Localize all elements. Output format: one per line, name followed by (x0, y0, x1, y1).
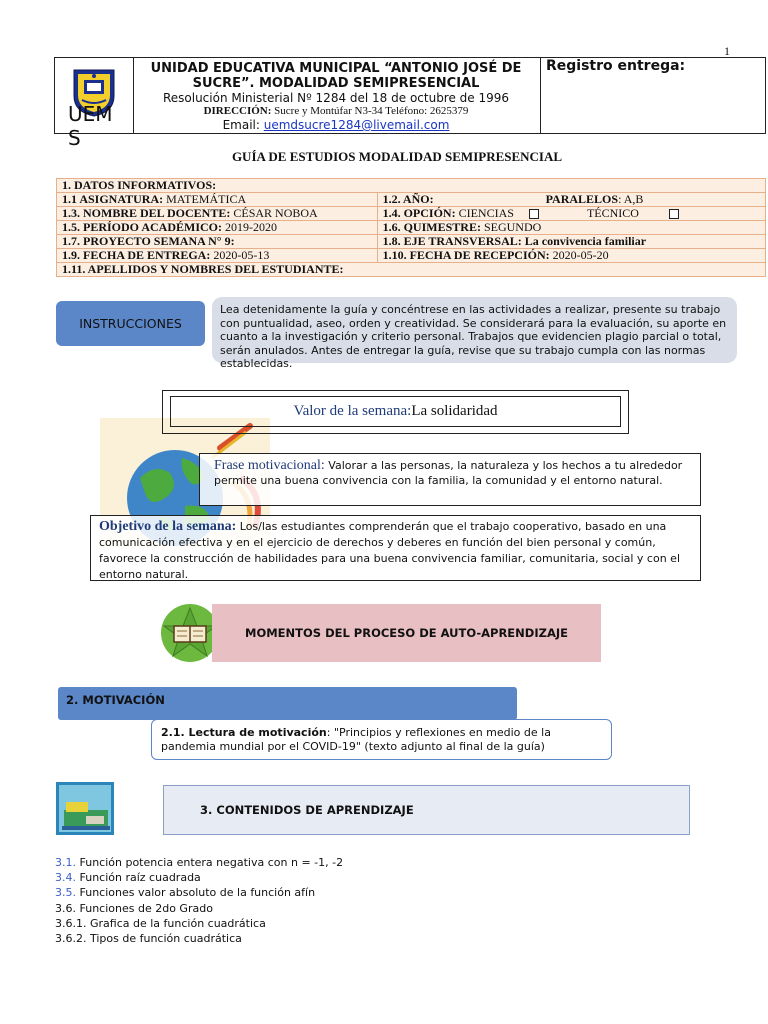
motivacion-header: 2. MOTIVACIÓN (58, 687, 517, 720)
address-label: DIRECCIÓN: (203, 105, 272, 117)
cell-label: 1.5. PERÍODO ACADÉMICO: (62, 220, 223, 234)
lectura-motivacion (151, 719, 612, 760)
option-tecnico: TÉCNICO (586, 206, 639, 220)
table-cell (57, 207, 378, 221)
table-cell (377, 207, 765, 221)
table-row (57, 249, 766, 263)
registro-entrega: Registro entrega: (546, 58, 686, 74)
cell-value: : A,B (618, 192, 644, 206)
logo-text: UEM S (68, 102, 113, 150)
frase-text: Valorar a las personas, la naturaleza y los hechos a tu alrededor permite una buena convivencia con la familia, la comunidad y el entorno natural. (214, 459, 683, 487)
datos-informativos-table (56, 178, 766, 277)
cell-label: 1.10. FECHA DE RECEPCIÓN: (382, 248, 550, 262)
table-cell (377, 193, 765, 207)
objetivo-label: Objetivo de la semana: (99, 519, 237, 534)
frase-motivacional (199, 453, 701, 506)
list-item (55, 855, 343, 870)
cell-label: 1.3. NOMBRE DEL DOCENTE: (62, 206, 231, 220)
item-text: Función potencia entera negativa con n = -1, -2 (76, 856, 344, 869)
table-row (57, 193, 766, 207)
item-text: Funciones de 2do Grado (76, 901, 213, 915)
list-item (55, 916, 343, 931)
item-number: 3.4. (55, 871, 76, 885)
table-cell (377, 249, 765, 263)
school-info (134, 61, 538, 132)
cell-value: CÉSAR NOBOA (233, 206, 318, 220)
school-name: UNIDAD EDUCATIVA MUNICIPAL “ANTONIO JOSÉ DE SUCRE”. MODALIDAD SEMIPRESENCIAL (150, 61, 522, 91)
cell-value: 2020-05-20 (552, 248, 609, 262)
list-item (55, 931, 343, 946)
option-ciencias: CIENCIAS (458, 206, 514, 220)
email-link[interactable]: uemdsucre1284@livemail.com (263, 118, 450, 132)
item-number: 3.6. (55, 901, 76, 915)
contenidos-list (55, 855, 343, 946)
lectura-label: 2.1. Lectura de motivación (161, 726, 327, 739)
valor-value: La solidaridad (411, 403, 498, 419)
table-cell: 1. DATOS INFORMATIVOS: (57, 179, 766, 193)
cell-label: 1.9. FECHA DE ENTREGA: (62, 248, 211, 262)
item-text: Tipos de función cuadrática (86, 932, 242, 946)
cell-label: 1.1 ASIGNATURA: (62, 192, 164, 206)
ciencias-checkbox[interactable] (529, 209, 539, 219)
cell-value: La convivencia familiar (524, 234, 647, 248)
list-item (55, 870, 343, 885)
page-number: 1 (724, 44, 730, 58)
cell-label: 1.6. QUIMESTRE: (382, 220, 481, 234)
cell-label: PARALELOS (545, 192, 619, 206)
objetivo-semana (90, 515, 701, 581)
email-line (134, 118, 538, 132)
valor-label: Valor de la semana: (293, 403, 412, 419)
address: Sucre y Montúfar N3-34 Teléfono: 2625379 (274, 105, 469, 117)
tecnico-checkbox[interactable] (669, 209, 679, 219)
school-supplies-icon (56, 782, 114, 835)
cell-label: 1.7. PROYECTO SEMANA N° 9: (62, 234, 235, 248)
table-row (57, 263, 766, 277)
instrucciones-label: INSTRUCCIONES (56, 301, 205, 346)
list-item (55, 885, 343, 900)
item-number: 3.6.2. (55, 932, 87, 946)
cell-value: 2020-05-13 (213, 248, 270, 262)
email-label: Email: (222, 118, 260, 132)
table-row (57, 235, 766, 249)
contenidos-header: 3. CONTENIDOS DE APRENDIZAJE (163, 785, 690, 835)
table-row (57, 179, 766, 193)
table-cell (377, 221, 765, 235)
item-text: Grafica de la función cuadrática (86, 916, 266, 930)
cell-value: MATEMÁTICA (166, 192, 247, 206)
table-cell (57, 235, 378, 249)
table-cell (57, 193, 378, 207)
cell-value: SEGUNDO (483, 220, 542, 234)
table-cell (57, 249, 378, 263)
item-number: 3.6.1. (55, 916, 87, 930)
table-cell (377, 235, 765, 249)
guide-title: GUÍA DE ESTUDIOS MODALIDAD SEMIPRESENCIAL (231, 149, 563, 164)
lectura-text: : "Principios y reflexiones en medio de la pandemia mundial por el COVID-19" (texto adjunto al final de la guía) (161, 726, 551, 753)
cell-label: 1.2. AÑO: (382, 192, 434, 206)
item-text: Función raíz cuadrada (76, 871, 201, 885)
item-text: Funciones valor absoluto de la función afín (76, 886, 316, 900)
cell-value: 2019-2020 (225, 220, 278, 234)
frase-label: Frase motivacional: (214, 458, 325, 473)
table-cell: 1.11. APELLIDOS Y NOMBRES DEL ESTUDIANTE: (57, 263, 766, 277)
momentos-header: MOMENTOS DEL PROCESO DE AUTO-APRENDIZAJE (212, 604, 601, 662)
valor-semana (170, 396, 621, 427)
instrucciones-text: Lea detenidamente la guía y concéntrese en las actividades a realizar, presente su trabajo con puntualidad, aseo, orden y creatividad. Se considerará para la evaluación, su aporte en cuanto a la investigación y criterio personal. Trabajos que evidencien plagio parcial o total, serán anulados. Antes de entregar la guía, revise que su trabajo cumpla con las normas establecidas. (212, 297, 737, 363)
resolution: Resolución Ministerial Nº 1284 del 18 de octubre de 1996 (162, 91, 510, 105)
list-item (55, 901, 343, 916)
table-cell (57, 221, 378, 235)
item-number: 3.1. (55, 856, 76, 869)
table-row (57, 207, 766, 221)
item-number: 3.5. (55, 886, 76, 900)
cell-label: 1.4. OPCIÓN: (382, 206, 456, 220)
cell-label: 1.8. EJE TRANSVERSAL: (382, 234, 522, 248)
header-divider (540, 58, 541, 133)
objetivo-text: Los/las estudiantes comprenderán que el trabajo cooperativo, basado en una comunicación efectiva y en el ejercicio de derechos y deberes en función del bien personal y común, favorece la construcción de habilidades para una buena convivencia familiar, comunitaria, social y con el entorno natural. (99, 520, 681, 581)
address-line (134, 105, 538, 118)
table-row (57, 221, 766, 235)
